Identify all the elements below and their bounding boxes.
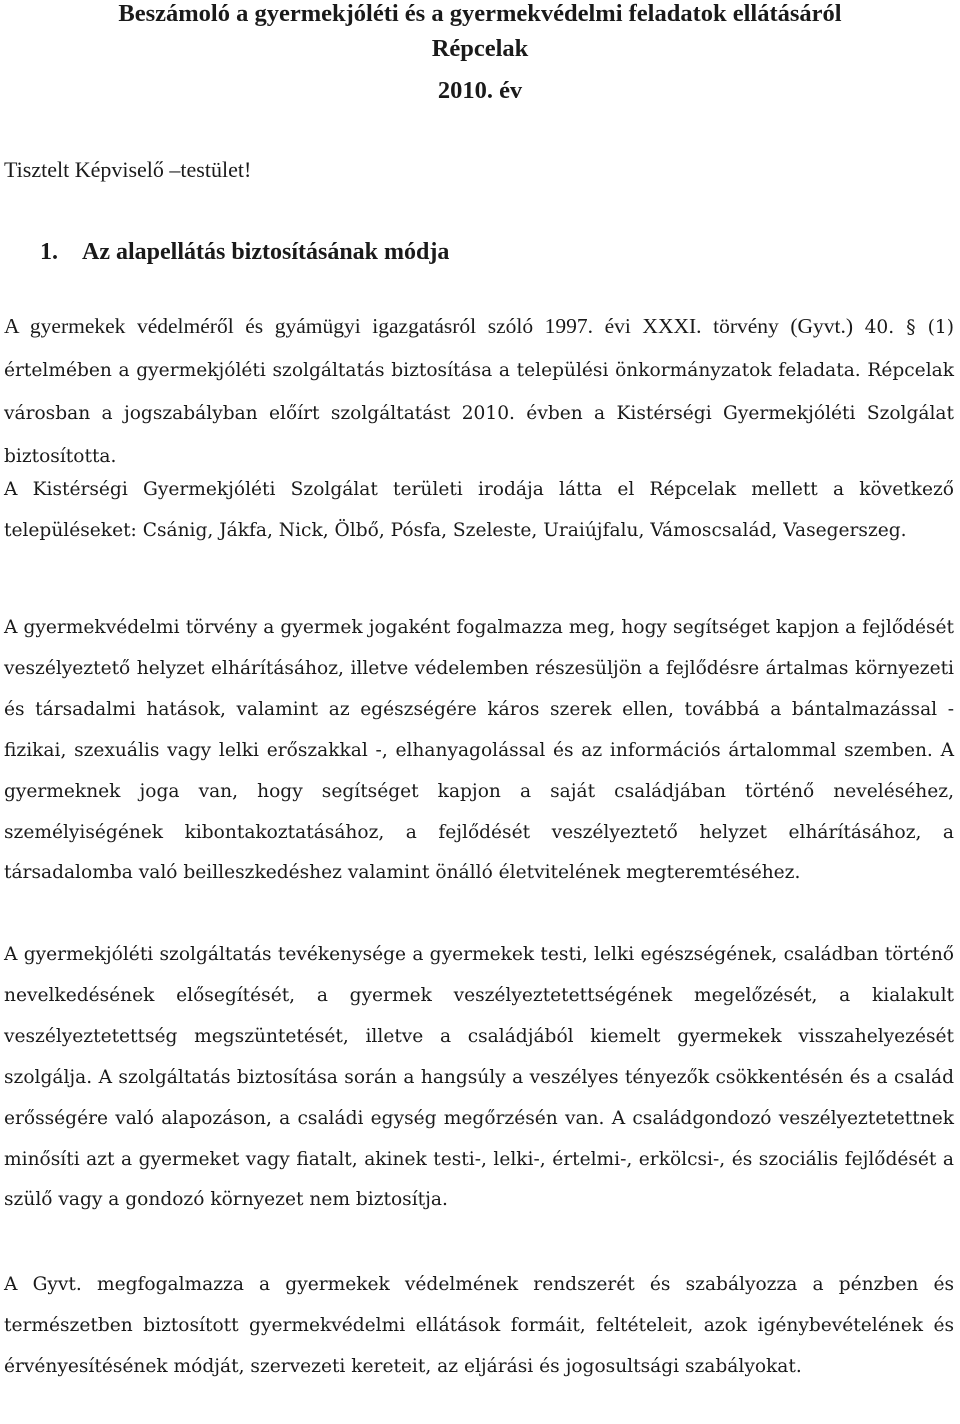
paragraph-child-rights: A gyermekvédelmi törvény a gyermek jogaként fogalmazza meg, hogy segítséget kapjon a fejlődését veszélyeztető helyzet elhárításához, illetve védelemben részesüljön a fejlődésre ártalmas környezeti és társadalmi hatások, valamint az egészségére káros szerek ellen, továbbá a bántalmazással - fizikai, szexuális vagy lelki erőszakkal -, elhanyagolással és az információs ártalommal szemben. A gyermeknek joga van, hogy segítséget kapjon a saját családjában történő neveléséhez, személyiségének kibontakoztatásához, a fejlődését veszélyeztető helyzet elhárításához, a társadalomba való beilleszkedéshez valamint önálló életvitelének megteremtéséhez.: [4, 617, 954, 884]
section-title: Az alapellátás biztosításának módja: [82, 239, 450, 265]
paragraph-service-activity: A gyermekjóléti szolgáltatás tevékenysége a gyermekek testi, lelki egészségének, családban történő nevelkedésének elősegítését, a gyermek veszélyeztetettségének megelőzését, a kialakult veszélyeztetettség megszüntetését, illetve a családjából kiemelt gyermekek visszahelyezését szolgálja. A szolgáltatás biztosítása során a hangsúly a veszélyes tényezők csökkentésén és a család erősségére való alapozáson, a családi egység megőrzésén van. A családgondozó veszélyeztetettnek minősíti azt a gyermeket vagy fiatalt, akinek testi-, lelki-, értelmi-, erkölcsi-, és szociális fejlődését a szülő vagy a gondozó környezet nem biztosítja.: [4, 944, 954, 1211]
section-heading: [40, 239, 449, 266]
salutation: Tisztelt Képviselő –testület!: [4, 157, 252, 182]
paragraph-service-area: A Kistérségi Gyermekjóléti Szolgálat területi irodája látta el Répcelak mellett a következő településeket: Csánig, Jákfa, Nick, Ölbő, Pósfa, Szeleste, Uraiújfalu, Vámoscsalád, Vasegerszeg.: [4, 479, 954, 541]
paragraph-legal-basis: [4, 306, 954, 478]
paragraph-legal-basis-intro: A gyermekek védelméről és gyámügyi igazgatásról szóló 1997. évi XXXI. törvény (Gyvt.): [4, 314, 865, 338]
paragraph-gyvt-system: A Gyvt. megfogalmazza a gyermekek védelmének rendszerét és szabályozza a pénzben és természetben biztosított gyermekvédelmi ellátások formáit, feltételeit, azok igénybevételének és érvényesítésének módját, szervezeti kereteit, az eljárási és jogosultsági szabályokat.: [4, 1274, 954, 1377]
title-line-3: 2010. év: [437, 77, 523, 104]
title-line-1: Beszámoló a gyermekjóléti és a gyermekvédelmi feladatok ellátásáról: [118, 0, 842, 27]
title-line-2: Répcelak: [431, 35, 529, 62]
paragraph-legal-basis-rest: 40. § (1) értelmében a gyermekjóléti szolgáltatás biztosítása a települési önkormányzatok feladata. Répcelak városban a jogszabályban előírt szolgáltatást 2010. évben a Kistérségi Gyermekjóléti Szolgálat biztosította.: [4, 317, 954, 467]
section-number: 1.: [40, 239, 58, 265]
